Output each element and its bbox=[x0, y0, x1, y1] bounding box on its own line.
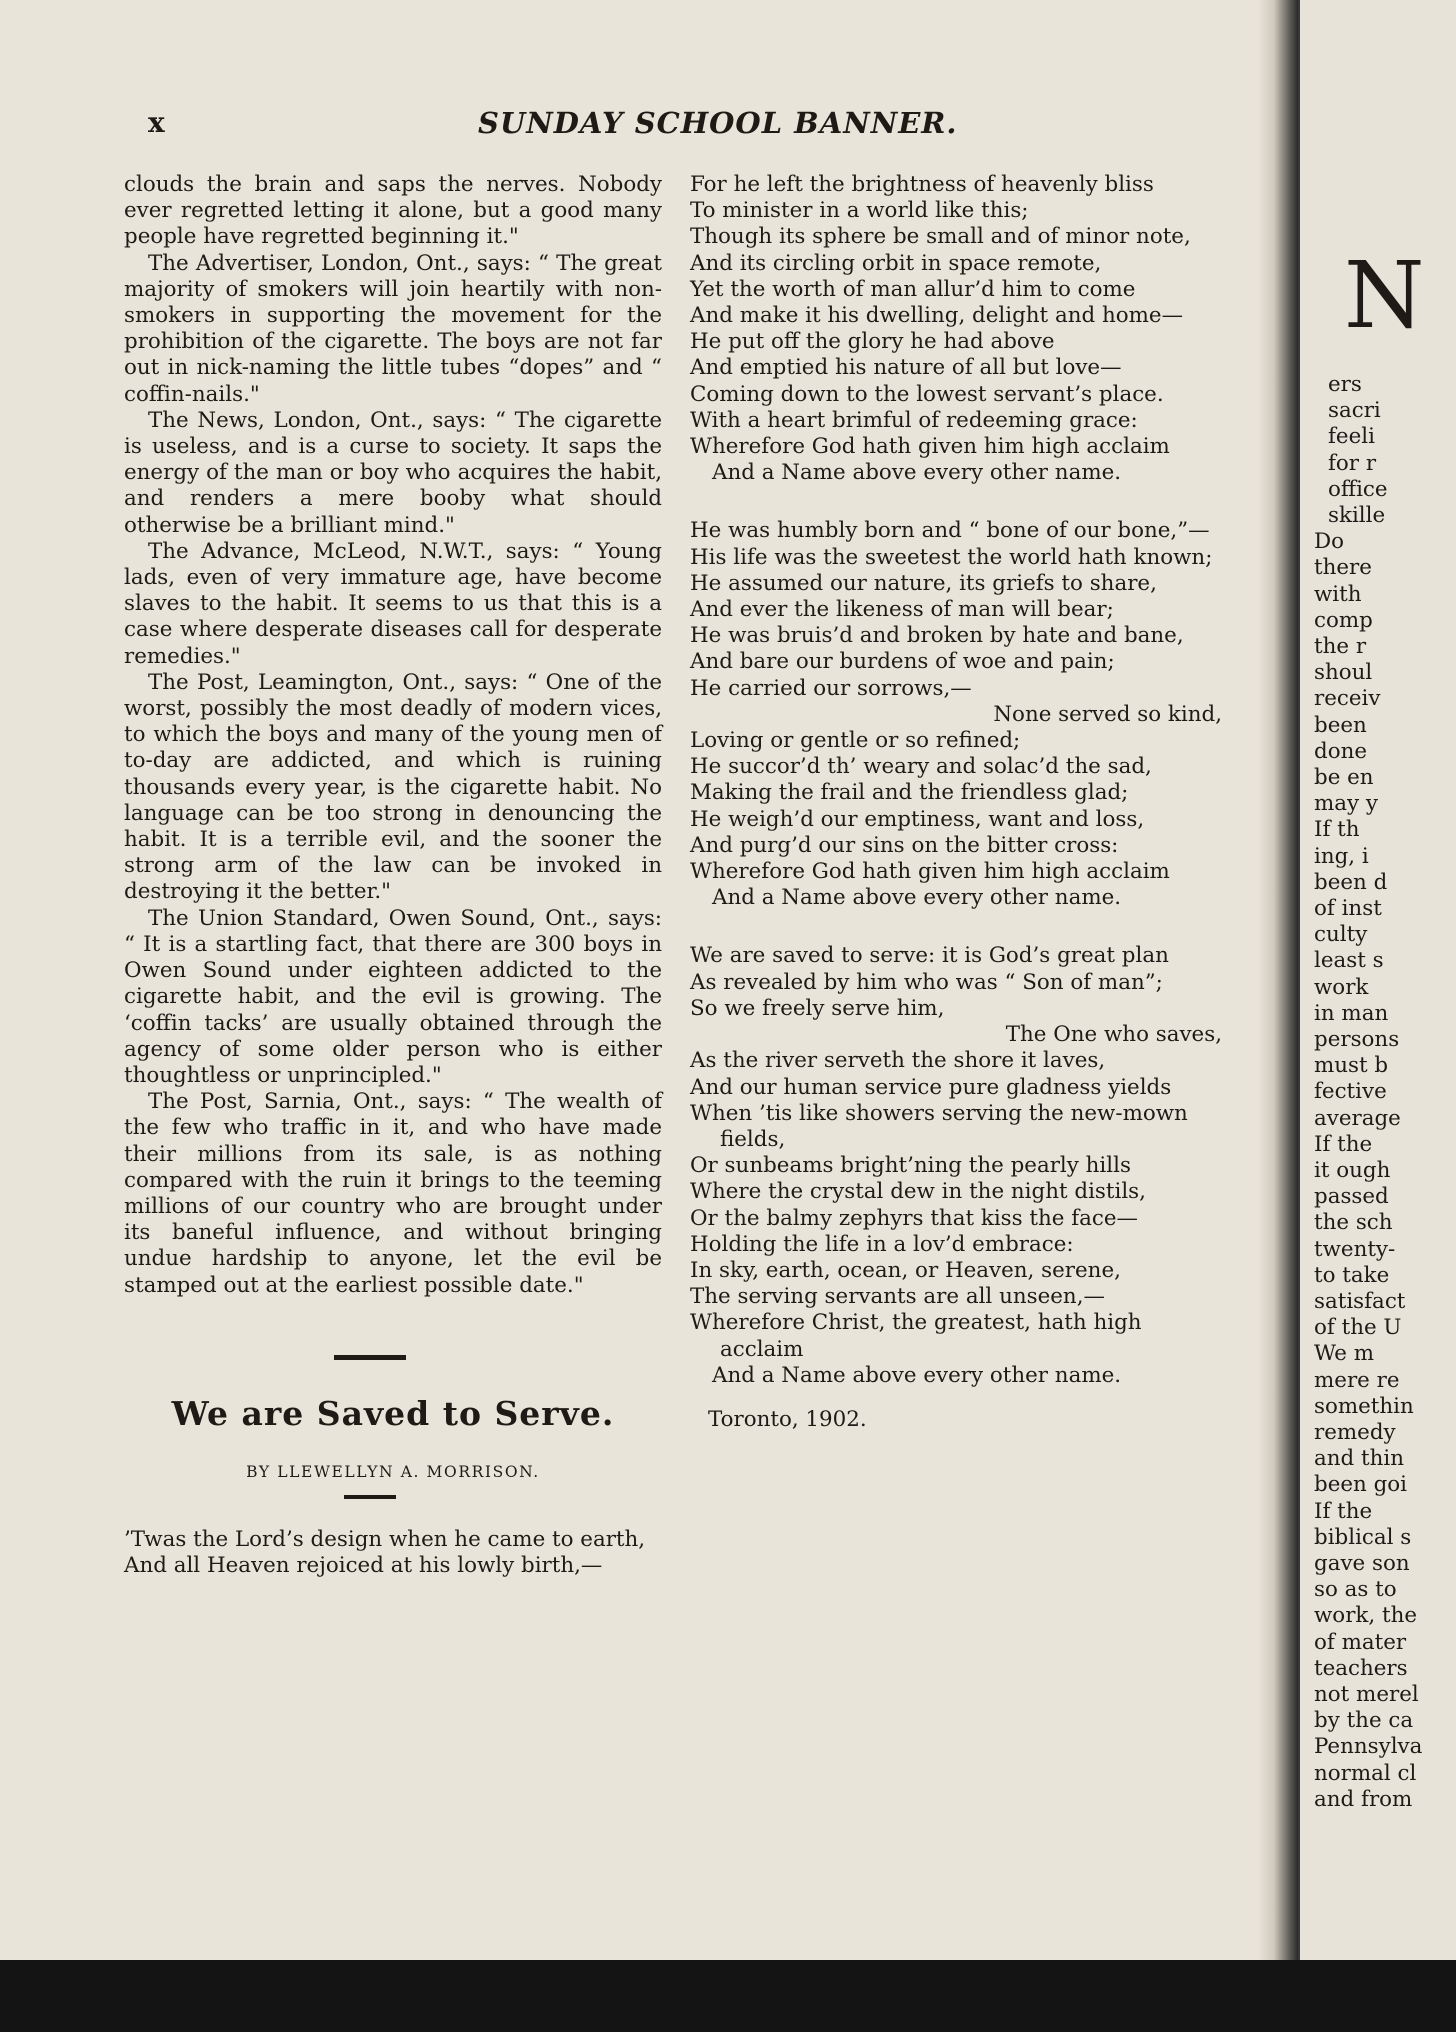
poem-line: And emptied his nature of all but love— bbox=[690, 355, 1122, 381]
poem-line: As the river serveth the shore it laves, bbox=[690, 1048, 1106, 1074]
article-paragraph: The Union Standard, Owen Sound, Ont., says: “ It is a startling fact, that there are 300 boys in Owen Sound under eighteen addicted to the cigarette habit, and the evil is growing. The ‘coffin tacks’ are usually obtained through the agency of some older person who is either thoughtless or unprincipled." bbox=[124, 905, 662, 1088]
right-page-fragment: persons bbox=[1314, 1027, 1400, 1052]
poem-line: He weigh’d our emptiness, want and loss, bbox=[690, 806, 1145, 832]
poem-line: And purg’d our sins on the bitter cross: bbox=[690, 832, 1119, 858]
right-page-fragment: work, the bbox=[1314, 1603, 1418, 1629]
right-page-fragment: been d bbox=[1314, 869, 1388, 895]
article-paragraph: The News, London, Ont., says: “ The cigarette is useless, and is a curse to society. It saps the energy of the man or boy who acquires the habit, and renders a mere booby what should otherwise be a brilliant mind." bbox=[124, 407, 662, 538]
right-page-fragment: receiv bbox=[1314, 686, 1381, 712]
article-paragraph: The Advance, McLeod, N.W.T., says: “ Young lads, even of very immature age, have become slaves to the habit. It seems to us that this is a case where desperate diseases call for desperate remedies." bbox=[124, 538, 662, 669]
poem-line: Though its sphere be small and of minor note, bbox=[690, 224, 1191, 250]
poem-line: Making the frail and the friendless glad; bbox=[690, 780, 1129, 806]
poem-line: Coming down to the lowest servant’s place. bbox=[690, 381, 1164, 407]
poem-line: And all Heaven rejoiced at his lowly birth,— bbox=[124, 1552, 603, 1578]
right-page-fragment: by the ca bbox=[1314, 1708, 1414, 1734]
running-header: SUNDAY SCHOOL BANNER. bbox=[478, 106, 958, 140]
right-page-fragment: If the bbox=[1314, 1131, 1373, 1157]
right-page-fragment: be en bbox=[1314, 765, 1374, 790]
right-page-fragment: with bbox=[1314, 581, 1362, 607]
right-page-fragment: If th bbox=[1314, 817, 1360, 843]
poem-line: And make it his dwelling, delight and home— bbox=[690, 303, 1183, 329]
right-page-fragment: satisfact bbox=[1314, 1289, 1406, 1314]
right-page-fragment: teachers bbox=[1314, 1655, 1408, 1681]
poem-line: We are saved to serve: it is God’s great plan bbox=[690, 943, 1169, 969]
poem-refrain: And a Name above every other name. bbox=[712, 1362, 1122, 1388]
poem-line: To minister in a world like this; bbox=[690, 198, 1029, 224]
right-page-fragment: feeli bbox=[1328, 424, 1375, 450]
poem-stanza-1 bbox=[690, 172, 1222, 486]
poem-line: So we freely serve him, bbox=[690, 995, 945, 1021]
right-page-fragment: and from bbox=[1314, 1786, 1413, 1812]
right-page-fragment: skille bbox=[1328, 503, 1386, 528]
right-page-fragment: the sch bbox=[1314, 1210, 1393, 1236]
poem-line: Where the crystal dew in the night distils, bbox=[690, 1179, 1146, 1205]
poem-title: We are Saved to Serve. bbox=[171, 1393, 615, 1433]
right-page-fragment: done bbox=[1314, 738, 1368, 764]
right-page bbox=[1300, 0, 1456, 1960]
poem-opening bbox=[124, 1527, 662, 1579]
right-page-fragment: passed bbox=[1314, 1184, 1389, 1210]
right-page-fragment: and thin bbox=[1314, 1446, 1405, 1472]
right-page-fragment: of inst bbox=[1314, 896, 1382, 921]
right-page-fragment: been goi bbox=[1314, 1472, 1407, 1498]
left-column bbox=[124, 172, 662, 1579]
poem-line: He carried our sorrows,— bbox=[690, 675, 972, 701]
right-page-fragment: least s bbox=[1314, 948, 1384, 974]
right-page-fragment: of the U bbox=[1314, 1315, 1402, 1341]
right-page-fragment: remedy bbox=[1314, 1420, 1396, 1445]
right-page-fragment: culty bbox=[1314, 922, 1368, 948]
right-page-fragment: If the bbox=[1314, 1498, 1373, 1524]
section-divider bbox=[334, 1355, 406, 1360]
poem-line: Loving or gentle or so refined; bbox=[690, 728, 1021, 754]
right-page-fragment: Do bbox=[1314, 529, 1345, 555]
poem-line: The serving servants are all unseen,— bbox=[690, 1284, 1105, 1310]
poem-line: And our human service pure gladness yields bbox=[690, 1074, 1172, 1100]
poem-line: And ever the likeness of man will bear; bbox=[690, 597, 1114, 623]
poem-line: When ’tis like showers serving the new-mown fields, bbox=[690, 1100, 1188, 1152]
poem-line: In sky, earth, ocean, or Heaven, serene, bbox=[690, 1257, 1121, 1283]
right-page-fragment: We m bbox=[1314, 1341, 1374, 1367]
right-column bbox=[690, 172, 1222, 1433]
poem-line: Wherefore God hath given him high acclaim bbox=[690, 859, 1170, 885]
article-paragraph: The Post, Leamington, Ont., says: “ One of the worst, possibly the most deadly of modern vices, to which the boys and many of the young men of to-day are addicted, and which is ruining thousands every year, is the cigarette habit. No language can be too strong in denouncing the habit. It is a terrible evil, and the sooner the strong arm of the law can be invoked in destroying it the better." bbox=[124, 669, 662, 905]
right-page-fragment: of mater bbox=[1314, 1629, 1407, 1655]
poem-byline: BY LLEWELLYN A. MORRISON. bbox=[246, 1462, 540, 1481]
right-page-text bbox=[1300, 0, 1456, 1960]
right-page-fragment: office bbox=[1328, 476, 1388, 502]
right-page-fragment: twenty- bbox=[1314, 1236, 1396, 1262]
right-page-fragment: shoul bbox=[1314, 660, 1373, 686]
poem-stanza-2 bbox=[690, 518, 1222, 911]
poem-refrain: And a Name above every other name. bbox=[712, 885, 1122, 911]
poem-line: Yet the worth of man allur’d him to come bbox=[690, 276, 1136, 302]
poem-line: And its circling orbit in space remote, bbox=[690, 250, 1102, 276]
scan-border bbox=[0, 1960, 1456, 2032]
poem-line: None served so kind, bbox=[993, 701, 1222, 727]
poem-line: Wherefore God hath given him high acclaim bbox=[690, 434, 1170, 460]
right-page-fragment: mere re bbox=[1314, 1367, 1400, 1393]
right-page-fragment: to take bbox=[1314, 1262, 1390, 1288]
right-page-fragment: ers bbox=[1328, 372, 1362, 397]
right-page-fragment: comp bbox=[1314, 607, 1373, 633]
right-page-fragment: somethin bbox=[1314, 1393, 1414, 1419]
article-paragraph: clouds the brain and saps the nerves. Nobody ever regretted letting it alone, but a good many people have regretted beginning it." bbox=[124, 172, 662, 250]
poem-refrain: And a Name above every other name. bbox=[712, 460, 1122, 486]
poem-line: And bare our burdens of woe and pain; bbox=[690, 649, 1115, 675]
right-page-fragment: fective bbox=[1314, 1079, 1387, 1105]
poem-line: He was bruis’d and broken by hate and bane, bbox=[690, 623, 1184, 649]
drop-cap: N bbox=[1344, 242, 1425, 349]
poem-line: Wherefore Christ, the greatest, hath high acclaim bbox=[690, 1310, 1142, 1362]
poem-line: Holding the life in a lov’d embrace: bbox=[690, 1231, 1074, 1257]
right-page-fragment: work bbox=[1314, 974, 1369, 1000]
right-page-fragment: biblical s bbox=[1314, 1524, 1412, 1550]
poem-stanza-3 bbox=[690, 943, 1222, 1388]
right-page-fragment: there bbox=[1314, 555, 1372, 581]
poem-line: He assumed our nature, its griefs to share, bbox=[690, 570, 1157, 596]
right-page-fragment: in man bbox=[1314, 1000, 1389, 1026]
poem-line: The One who saves, bbox=[1005, 1022, 1222, 1048]
book-gutter bbox=[1258, 0, 1298, 1960]
right-page-fragment: it ough bbox=[1314, 1158, 1391, 1183]
right-page-fragment: may y bbox=[1314, 791, 1379, 817]
right-page-fragment: average bbox=[1314, 1105, 1401, 1131]
poem-line: His life was the sweetest the world hath known; bbox=[690, 544, 1213, 570]
right-page-fragment: so as to bbox=[1314, 1577, 1397, 1603]
article-paragraph: The Post, Sarnia, Ont., says: “ The wealth of the few who traffic in it, and who have made their millions from its sale, is as nothing compared with the ruin it brings to the teeming millions of our country who are brought under its baneful influence, and without bringing undue hardship to anyone, let the evil be stamped out at the earliest possible date." bbox=[124, 1089, 662, 1298]
article-paragraph: The Advertiser, London, Ont., says: “ The great majority of smokers will join heartily with non-smokers in supporting the movement for the prohibition of the cigarette. The boys are not far out in nick-naming the little tubes “dopes” and “ coffin-nails." bbox=[124, 250, 662, 407]
poem-line: He succor’d th’ weary and solac’d the sad, bbox=[690, 754, 1152, 780]
right-page-fragment: for r bbox=[1328, 450, 1377, 476]
right-page-fragment: gave son bbox=[1314, 1551, 1410, 1576]
poem-line: As revealed by him who was “ Son of man”; bbox=[690, 969, 1163, 995]
right-page-fragment: not merel bbox=[1314, 1682, 1419, 1707]
page-number: x bbox=[148, 106, 165, 139]
poem-line: Or the balmy zephyrs that kiss the face— bbox=[690, 1205, 1138, 1231]
poem-place-date: Toronto, 1902. bbox=[708, 1406, 867, 1432]
right-page-fragment: ing, i bbox=[1314, 843, 1369, 869]
poem-line: With a heart brimful of redeeming grace: bbox=[690, 407, 1138, 433]
poem-line: Or sunbeams bright’ning the pearly hills bbox=[690, 1153, 1131, 1179]
right-page-fragment: been bbox=[1314, 712, 1367, 738]
poem-line: He was humbly born and “ bone of our bone,”— bbox=[690, 518, 1210, 544]
right-page-fragment: sacri bbox=[1328, 398, 1381, 424]
right-page-fragment: Pennsylva bbox=[1314, 1734, 1423, 1760]
poem-line: ’Twas the Lord’s design when he came to earth, bbox=[124, 1526, 646, 1552]
right-page-fragment: normal cl bbox=[1314, 1760, 1417, 1786]
poem-line: He put off the glory he had above bbox=[690, 329, 1055, 355]
poem-line: For he left the brightness of heavenly bliss bbox=[690, 172, 1154, 197]
right-page-fragment: must b bbox=[1314, 1053, 1389, 1079]
right-page-fragment: the r bbox=[1314, 634, 1367, 659]
